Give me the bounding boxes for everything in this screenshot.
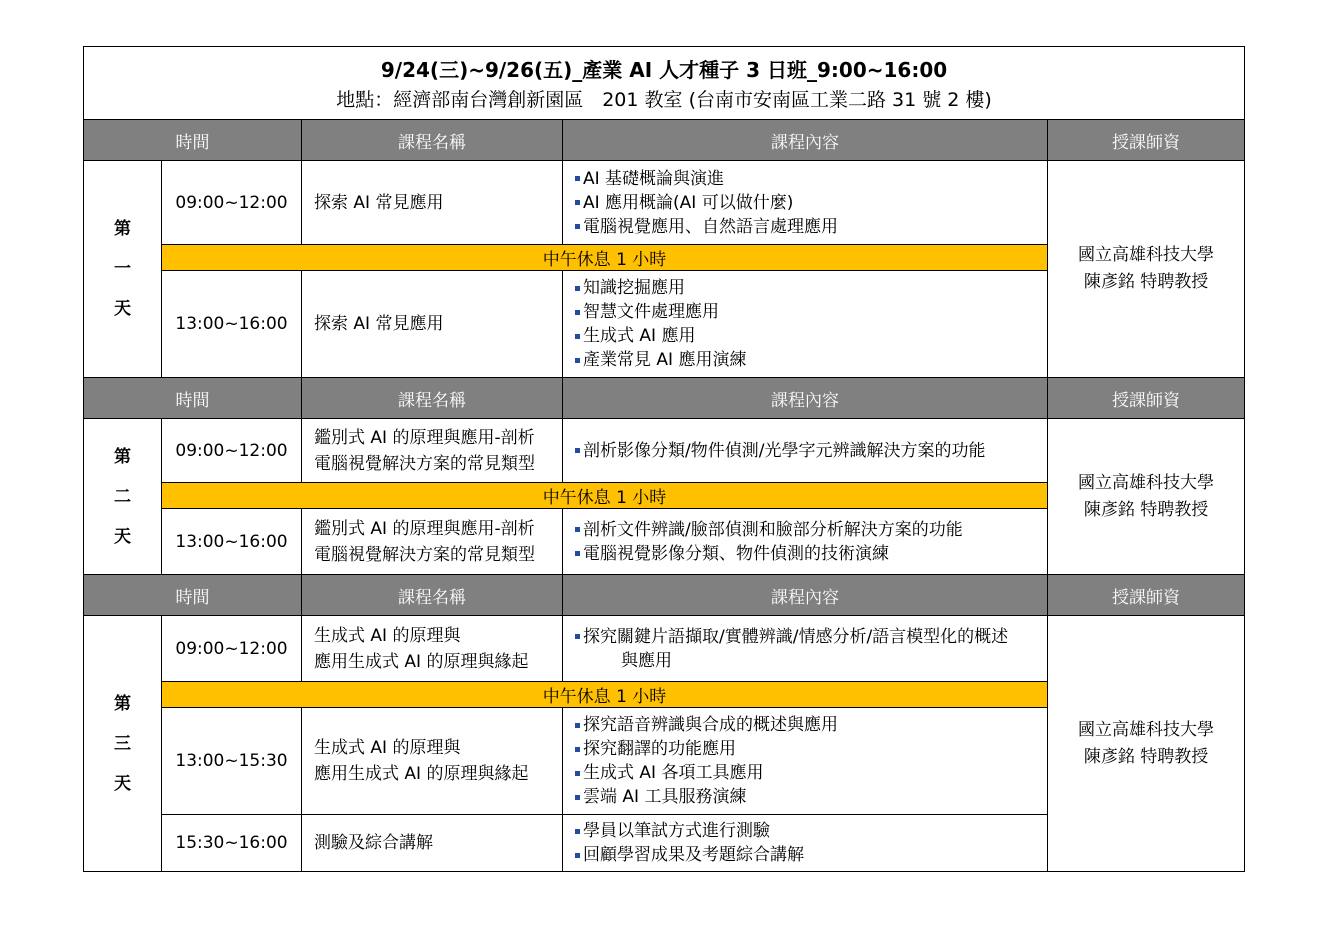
course-cell: 鑑別式 AI 的原理與應用-剖析 電腦視覺解決方案的常見類型 bbox=[302, 419, 563, 483]
teacher-cell: 國立高雄科技大學 陳彥銘 特聘教授 bbox=[1048, 419, 1245, 575]
list-item: 生成式 AI 應用 bbox=[575, 324, 1047, 348]
time-cell: 09:00~12:00 bbox=[162, 419, 302, 483]
time-cell: 13:00~16:00 bbox=[162, 509, 302, 575]
list-item: 學員以筆試方式進行測驗 bbox=[575, 819, 1047, 843]
content-cell bbox=[563, 616, 1048, 682]
course-cell: 探索 AI 常見應用 bbox=[302, 271, 563, 378]
header-course: 課程名稱 bbox=[302, 575, 563, 616]
list-item: 智慧文件處理應用 bbox=[575, 300, 1047, 324]
list-item: AI 基礎概論與演進 bbox=[575, 167, 1047, 191]
list-item: 電腦視覺影像分類、物件偵測的技術演練 bbox=[575, 542, 1047, 566]
bullet-icon bbox=[575, 829, 580, 834]
bullet-icon bbox=[575, 853, 580, 858]
time-cell: 09:00~12:00 bbox=[162, 161, 302, 245]
bullet-icon bbox=[575, 551, 580, 556]
list-item: 知識挖掘應用 bbox=[575, 276, 1047, 300]
list-item: 雲端 AI 工具服務演練 bbox=[575, 785, 1047, 809]
table-row bbox=[84, 616, 1245, 682]
header-teacher: 授課師資 bbox=[1048, 575, 1245, 616]
lunch-break: 中午休息 1 小時 bbox=[162, 682, 1048, 708]
header-course: 課程名稱 bbox=[302, 120, 563, 161]
bullet-icon bbox=[575, 224, 580, 229]
header-content: 課程內容 bbox=[563, 120, 1048, 161]
bullet-icon bbox=[575, 310, 580, 315]
bullet-icon bbox=[575, 448, 580, 453]
bullet-icon bbox=[575, 286, 580, 291]
content-cell bbox=[563, 509, 1048, 575]
time-cell: 09:00~12:00 bbox=[162, 616, 302, 682]
header-content: 課程內容 bbox=[563, 378, 1048, 419]
title-cell bbox=[84, 47, 1245, 120]
list-item: 探究語音辨識與合成的概述與應用 bbox=[575, 713, 1047, 737]
schedule-table bbox=[83, 46, 1245, 872]
content-cell bbox=[563, 161, 1048, 245]
table-row bbox=[84, 419, 1245, 483]
list-item: 產業常見 AI 應用演練 bbox=[575, 348, 1047, 372]
course-cell: 探索 AI 常見應用 bbox=[302, 161, 563, 245]
bullet-icon bbox=[575, 358, 580, 363]
location-text: 地點：經濟部南台灣創新園區 201 教室 (台南市安南區工業二路 31 號 2 樓) bbox=[336, 89, 992, 111]
list-item: 電腦視覺應用、自然語言處理應用 bbox=[575, 215, 1047, 239]
header-content: 課程內容 bbox=[563, 575, 1048, 616]
bullet-icon bbox=[575, 634, 580, 639]
teacher-cell: 國立高雄科技大學 陳彥銘 特聘教授 bbox=[1048, 161, 1245, 378]
header-row bbox=[84, 575, 1245, 616]
day-label: 第 二 天 bbox=[84, 419, 162, 575]
table-row bbox=[84, 161, 1245, 245]
list-item: 剖析文件辨識/臉部偵測和臉部分析解決方案的功能 bbox=[575, 518, 1047, 542]
bullet-icon bbox=[575, 200, 580, 205]
header-time: 時間 bbox=[84, 378, 302, 419]
content-cell bbox=[563, 271, 1048, 378]
content-cell bbox=[563, 708, 1048, 815]
header-time: 時間 bbox=[84, 575, 302, 616]
list-item: 回顧學習成果及考題綜合講解 bbox=[575, 843, 1047, 867]
course-cell: 鑑別式 AI 的原理與應用-剖析 電腦視覺解決方案的常見類型 bbox=[302, 509, 563, 575]
list-item-continuation: 與應用 bbox=[621, 650, 672, 671]
content-cell bbox=[563, 419, 1048, 483]
header-course: 課程名稱 bbox=[302, 378, 563, 419]
page-title: 9/24(三)~9/26(五)_產業 AI 人才種子 3 日班_9:00~16:00 bbox=[380, 58, 948, 82]
time-cell: 13:00~16:00 bbox=[162, 271, 302, 378]
header-row bbox=[84, 120, 1245, 161]
bullet-icon bbox=[575, 527, 580, 532]
teacher-cell: 國立高雄科技大學 陳彥銘 特聘教授 bbox=[1048, 616, 1245, 872]
list-item: 剖析影像分類/物件偵測/光學字元辨識解決方案的功能 bbox=[575, 439, 1047, 463]
lunch-break: 中午休息 1 小時 bbox=[162, 245, 1048, 271]
bullet-icon bbox=[575, 723, 580, 728]
bullet-icon bbox=[575, 176, 580, 181]
day-label: 第 三 天 bbox=[84, 616, 162, 872]
time-cell: 13:00~15:30 bbox=[162, 708, 302, 815]
header-row bbox=[84, 378, 1245, 419]
bullet-icon bbox=[575, 771, 580, 776]
day-label: 第 一 天 bbox=[84, 161, 162, 378]
content-cell bbox=[563, 815, 1048, 872]
list-item: AI 應用概論(AI 可以做什麼) bbox=[575, 191, 1047, 215]
bullet-icon bbox=[575, 334, 580, 339]
course-cell: 生成式 AI 的原理與 應用生成式 AI 的原理與緣起 bbox=[302, 708, 563, 815]
lunch-break: 中午休息 1 小時 bbox=[162, 483, 1048, 509]
list-item: 探究翻譯的功能應用 bbox=[575, 737, 1047, 761]
bullet-icon bbox=[575, 795, 580, 800]
list-item: 探究關鍵片語擷取/實體辨識/情感分析/語言模型化的概述 bbox=[575, 625, 1047, 649]
header-teacher: 授課師資 bbox=[1048, 378, 1245, 419]
bullet-icon bbox=[575, 747, 580, 752]
course-cell: 生成式 AI 的原理與 應用生成式 AI 的原理與緣起 bbox=[302, 616, 563, 682]
list-item: 生成式 AI 各項工具應用 bbox=[575, 761, 1047, 785]
time-cell: 15:30~16:00 bbox=[162, 815, 302, 872]
header-teacher: 授課師資 bbox=[1048, 120, 1245, 161]
header-time: 時間 bbox=[84, 120, 302, 161]
course-cell: 測驗及綜合講解 bbox=[302, 815, 563, 872]
